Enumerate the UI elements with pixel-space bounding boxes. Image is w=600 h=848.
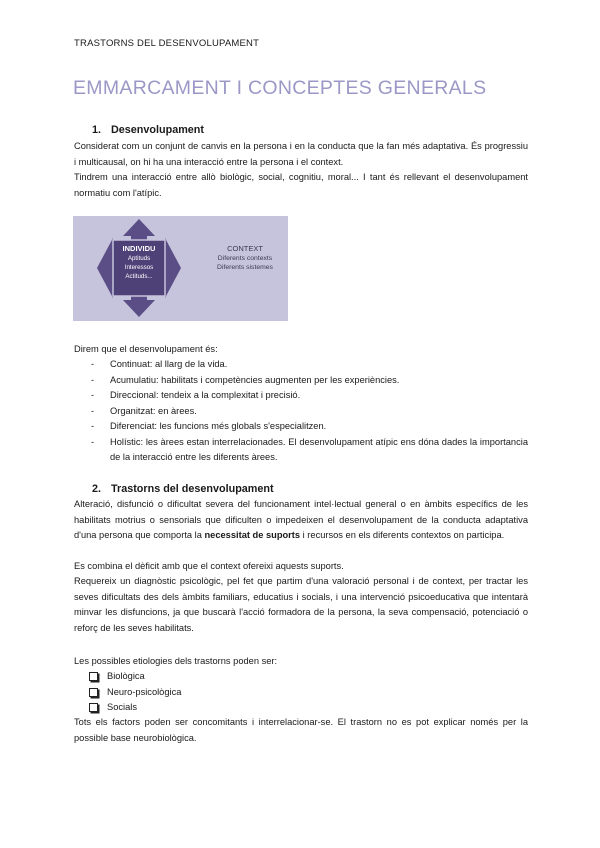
section-heading-trastorns bbox=[92, 483, 274, 495]
paragraph-diagnosis: Requereix un diagnòstic psicològic, pel fet que partim d'una valoració personal i de context, per tractar les seves dificultats des dels àmbits familiars, educatius i socials, i una intervenció psicoeducativa que intentarà minvar les disfuncions, ja que buscarà l'acció formadora de la persona, la seva compensació, potenciació o reforç de les seves habilitats. bbox=[74, 576, 528, 633]
etiology-text: Socials bbox=[107, 702, 137, 712]
etiology-item bbox=[89, 685, 181, 701]
list-item bbox=[91, 388, 528, 404]
section-number: 1. bbox=[92, 124, 102, 136]
dash-bullet: - bbox=[91, 421, 95, 431]
list-item-text: Acumulatiu: habilitats i competències augmenten per les experiències. bbox=[110, 374, 400, 385]
list-item-text: Holístic: les àrees estan interrelacionades. El desenvolupament atípic ens dóna dades la importancia de la interacció entre les diferents àrees. bbox=[110, 436, 528, 462]
list-item-text: Direccional: tendeix a la complexitat i precisió. bbox=[110, 390, 301, 400]
etiology-item bbox=[89, 669, 181, 685]
chapter-title: EMMARCAMENT I CONCEPTES GENERALS bbox=[73, 77, 487, 99]
list-item bbox=[91, 373, 528, 389]
list-item bbox=[91, 404, 528, 420]
checkbox-icon bbox=[89, 688, 98, 697]
list-item-text: Organitzat: en àrees. bbox=[110, 405, 197, 416]
context-item: Diferents contexts bbox=[217, 255, 273, 262]
list-item bbox=[91, 435, 528, 466]
list-item bbox=[91, 357, 528, 373]
section-heading-desenvolupament bbox=[92, 124, 204, 136]
paragraph-combination: Es combina el dèficit amb que el context ofereixi aquests suports. bbox=[74, 561, 344, 571]
etiology-intro: Les possibles etiologies dels trastorns poden ser: bbox=[74, 656, 278, 666]
context-title: CONTEXT bbox=[227, 244, 263, 253]
etiology-text: Neuro-psicològica bbox=[107, 686, 182, 697]
dash-bullet: - bbox=[91, 359, 95, 369]
individual-title: INDIVIDU bbox=[122, 244, 156, 253]
paragraph-interaction: Tindrem una interacció entre allò biològic, social, cognitiu, moral... I tant és rellevant el desenvolupament normatiu com l'atípic. bbox=[74, 172, 528, 198]
dash-bullet: - bbox=[91, 374, 95, 385]
list-item-text: Continuat: al llarg de la vida. bbox=[110, 359, 228, 369]
etiology-list bbox=[89, 669, 181, 716]
individual-item: Actituds... bbox=[125, 273, 153, 280]
dash-bullet: - bbox=[91, 405, 95, 416]
list-item bbox=[91, 419, 528, 435]
section-title: Trastorns del desenvolupament bbox=[111, 483, 274, 495]
paragraph-text: Alteració, disfunció o dificultat severa del funcionament intel·lectual general o en àmbits específics de les habilitats motrius o sensorials que dificulten o impedeixen el desenvolupament de la conducta adaptativa d'una persona que comporta la bbox=[74, 499, 528, 540]
individual-context-diagram bbox=[73, 216, 288, 321]
dash-bullet: - bbox=[91, 390, 95, 400]
emphasis-text: necessitat de suports bbox=[204, 530, 301, 540]
paragraph-alteration bbox=[74, 497, 528, 544]
development-characteristics-list bbox=[91, 357, 528, 466]
context-box bbox=[205, 244, 285, 272]
section-number: 2. bbox=[92, 483, 102, 495]
individual-box bbox=[118, 244, 160, 292]
paragraph-text: i recursos en els diferents contextos on participa. bbox=[300, 530, 505, 540]
checkbox-icon bbox=[89, 672, 98, 681]
paragraph-factors: Tots els factors poden ser concomitants i interrelacionar-se. El trastorn no es pot explicar només per la possible base neurobiològica. bbox=[74, 717, 528, 743]
section-title: Desenvolupament bbox=[111, 124, 204, 136]
running-header: TRASTORNS DEL DESENVOLUPAMENT bbox=[74, 38, 260, 49]
list-intro: Direm que el desenvolupament és: bbox=[74, 344, 218, 354]
list-item-text: Diferenciat: les funcions més globals s'especialitzen. bbox=[110, 421, 327, 431]
individual-item: Interessos bbox=[124, 264, 154, 271]
paragraph-definition: Considerat com un conjunt de canvis en la persona i en la conducta que la fan més adaptativa. És progressiu i multicausal, on hi ha una interacció entre la persona i el context. bbox=[74, 141, 528, 167]
etiology-text: Biològica bbox=[107, 671, 145, 681]
checkbox-icon bbox=[89, 703, 98, 712]
etiology-item bbox=[89, 700, 181, 716]
individual-item: Aptituds bbox=[127, 255, 151, 262]
dash-bullet: - bbox=[91, 436, 95, 447]
context-item: Diferents sistemes bbox=[217, 264, 273, 271]
